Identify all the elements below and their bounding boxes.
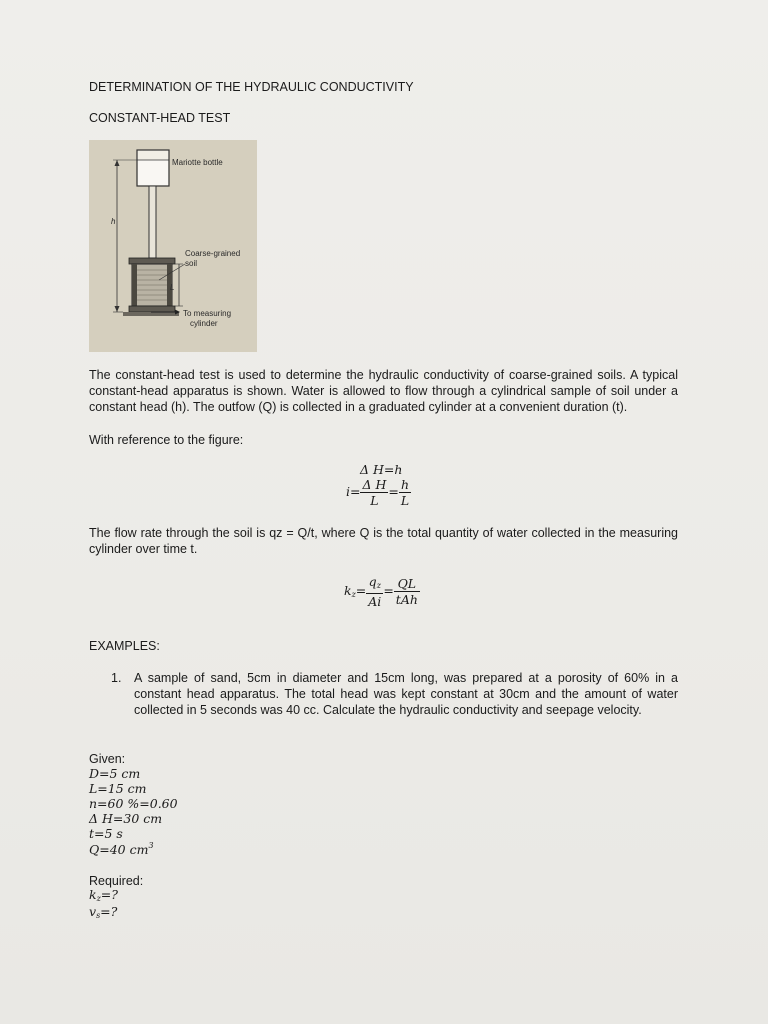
eq2-frac-q-num	[366, 574, 383, 594]
eq2-k: k	[344, 583, 352, 598]
given-line-text: Q=40 cm	[89, 842, 149, 857]
given-line	[89, 781, 147, 796]
eq-i-lhs: i=	[346, 484, 361, 499]
apparatus-figure	[89, 140, 257, 352]
given-line	[89, 826, 123, 841]
outflow-label-line2: cylinder	[190, 319, 218, 328]
required-k-rest: =?	[100, 887, 118, 902]
apparatus-diagram	[89, 140, 257, 352]
given-heading: Given:	[89, 752, 126, 766]
eq2-equals-b: =	[383, 583, 394, 598]
eq2-equals-a: =	[355, 583, 367, 598]
eq-frac-h-den: L	[400, 493, 410, 508]
eq2-frac-ai-den: Ai	[368, 594, 382, 609]
given-line-text: t=5 s	[89, 826, 123, 841]
required-kz	[89, 887, 118, 903]
section-title: CONSTANT-HEAD TEST	[89, 111, 231, 125]
eq2-tah-den: tAh	[395, 592, 418, 607]
eq2-frac-ql-tah	[394, 576, 420, 607]
required-v: v	[89, 904, 97, 919]
given-line	[89, 796, 178, 811]
eq2-k-sub: z	[351, 590, 356, 599]
example-number: 1.	[111, 671, 122, 685]
eq-frac-h-num: h	[399, 477, 411, 493]
required-heading: Required:	[89, 874, 144, 888]
mariotte-label: Mariotte bottle	[172, 158, 223, 167]
given-line-text: D=5 cm	[89, 766, 141, 781]
given-line-text: Δ H=30 cm	[89, 811, 163, 826]
given-line-text: n=60 %=0.60	[89, 796, 178, 811]
given-line	[89, 766, 140, 781]
required-v-rest: =?	[100, 904, 118, 919]
equation-conductivity	[344, 574, 420, 609]
L-label: L	[170, 283, 175, 292]
eq-equals: =	[388, 484, 399, 499]
given-line-text: L=15 cm	[89, 781, 147, 796]
eq-frac-dh-den: L	[370, 493, 379, 508]
example-1-text: A sample of sand, 5cm in diameter and 15cm long, was prepared at a porosity of 60% in a constant head apparatus. The total head was kept constant at 30cm and the amount of water collected in 5 seconds was 40 cc. Calculate the hydraulic conductivity and seepage velocity.	[134, 671, 678, 718]
required-v-sub: s	[96, 911, 101, 920]
eq2-q-sub: z	[376, 581, 381, 590]
equation-delta-h: Δ H=h	[360, 462, 403, 477]
eq2-q: q	[368, 574, 377, 589]
required-k: k	[89, 887, 97, 902]
eq-frac-h-l	[399, 477, 411, 508]
examples-heading: EXAMPLES:	[89, 639, 160, 653]
eq-frac-dh-l	[360, 477, 388, 508]
given-line	[89, 811, 162, 826]
given-q-superscript: 3	[148, 841, 154, 850]
required-vs	[89, 904, 117, 920]
eq2-ql-num: QL	[394, 576, 420, 592]
soil-label-line2: soil	[185, 259, 198, 268]
flow-paragraph: The flow rate through the soil is qz = Q/t, where Q is the total quantity of water collected in the measuring cylinder over time t.	[89, 526, 678, 557]
page-title: DETERMINATION OF THE HYDRAULIC CONDUCTIVITY	[89, 80, 414, 94]
h-label: h	[111, 217, 116, 226]
required-k-sub: z	[96, 894, 101, 903]
eq2-frac-q-ai	[366, 574, 383, 609]
equation-gradient	[346, 477, 411, 508]
soil-label-line1: Coarse-grained	[185, 249, 241, 258]
outflow-label-line1: To measuring	[183, 309, 232, 318]
reference-line: With reference to the figure:	[89, 433, 244, 447]
given-line	[89, 841, 154, 857]
eq-frac-dh-num: Δ H	[362, 477, 387, 492]
intro-paragraph: The constant-head test is used to determine the hydraulic conductivity of coarse-grained soils. A typical constant-head apparatus is shown. Water is allowed to flow through a cylindrical sample of soil under a constant head (h). The outfow (Q) is collected in a graduated cylinder at a convenient duration (t).	[89, 368, 678, 415]
